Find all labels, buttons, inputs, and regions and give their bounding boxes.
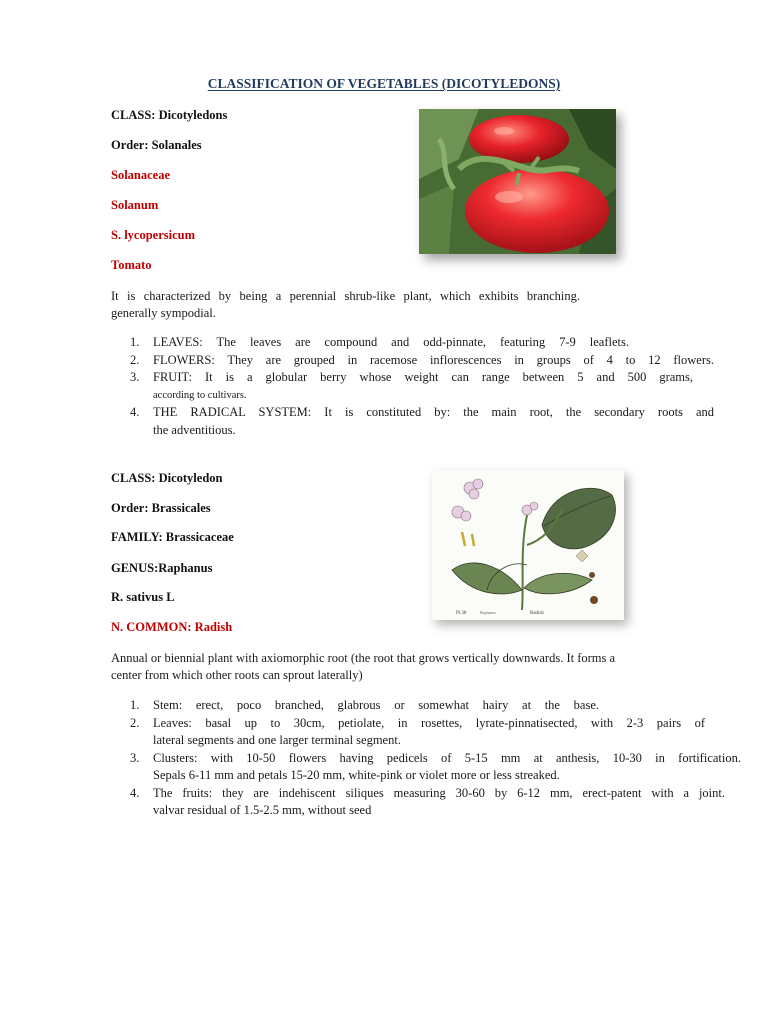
radish-species: R. sativus L (111, 590, 175, 604)
tomato-photo (419, 109, 616, 254)
radish-class: CLASS: Dicotyledon (111, 471, 223, 485)
radish-characteristics-list (130, 697, 742, 820)
tomato-intro (111, 288, 581, 322)
radish-order: Order: Brassicales (111, 501, 211, 515)
drawing-caption-name: Radish (530, 611, 544, 616)
drawing-caption-genus: Raphanus (480, 610, 496, 615)
radish-intro (111, 650, 671, 684)
list-item: 1. LEAVES: The leaves are compound and odd-pinnate, featuring 7-9 leaflets. (130, 335, 629, 349)
tomato-family: Solanaceae (111, 168, 171, 182)
list-item: 4. THE RADICAL SYSTEM: It is constituted by: the main root, the secondary roots and the adventitious. (130, 405, 714, 437)
tomato-common-name: Tomato (111, 258, 152, 272)
list-item: 2. FLOWERS: They are grouped in racemose inflorescences in groups of 4 to 12 flowers. (130, 352, 714, 367)
tomato-characteristics-list (130, 334, 714, 439)
radish-genus: GENUS:Raphanus (111, 561, 213, 575)
radish-botanical-drawing (432, 470, 624, 620)
drawing-caption-plate: Pl.38 (456, 611, 467, 616)
radish-plant-icon (432, 470, 624, 620)
page-title: CLASSIFICATION OF VEGETABLES (DICOTYLEDONS) (207, 76, 561, 91)
radish-intro-line-1: Annual or biennial plant with axiomorphic root (the root that grows vertically downwards. It forms a (111, 651, 616, 665)
tomato-class: CLASS: Dicotyledons (111, 108, 228, 122)
radish-intro-line-2: center from which other roots can sprout laterally) (111, 668, 363, 682)
list-item: 3. FRUIT: It is a globular berry whose weight can range between 5 and 500 grams, according to cultivars. (130, 370, 693, 401)
list-item: 4. The fruits: they are indehiscent siliques measuring 30-60 by 6-12 mm, erect-patent with a joint. valvar residual of 1.5-2.5 mm, without seed (130, 785, 725, 817)
list-item: 3. Clusters: with 10-50 flowers having pedicels of 5-15 mm at anthesis, 10-30 in fortification. Sepals 6-11 mm and petals 15-20 mm, white-pink or violet more or less streaked. (130, 750, 741, 782)
tomato-species: S. lycopersicum (111, 228, 196, 242)
tomato-order: Order: Solanales (111, 138, 202, 152)
radish-common-name: N. COMMON: Radish (111, 620, 233, 634)
radish-family: FAMILY: Brassicaceae (111, 530, 234, 544)
list-item: 1. Stem: erect, poco branched, glabrous or somewhat hairy at the base. (130, 698, 599, 712)
tomato-intro-line-2: generally sympodial. (111, 306, 216, 320)
tomato-image-icon (419, 109, 616, 254)
tomato-intro-line-1: It is characterized by being a perennial shrub-like plant, which exhibits branching. (111, 289, 580, 303)
list-item: 2. Leaves: basal up to 30cm, petiolate, in rosettes, lyrate-pinnatisected, with 2-3 pairs of lateral segments and one larger terminal segment. (130, 715, 705, 747)
tomato-genus: Solanum (111, 198, 159, 212)
